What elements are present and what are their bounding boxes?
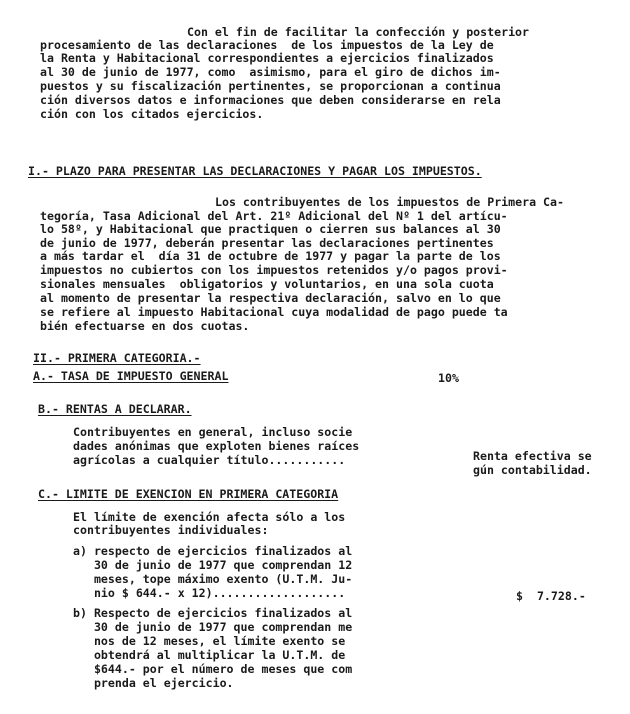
section-1-heading: I.- PLAZO PARA PRESENTAR LAS DECLARACIONES Y PAGAR LOS IMPUESTOS. — [28, 164, 482, 178]
item-b-line: $644.- por el número de meses que com — [73, 662, 353, 676]
section-1-line: al momento de presentar la respectiva declaración, salvo en lo que — [40, 291, 501, 305]
item-b-line: obtendrá al multiplicar la U.T.M. de — [73, 648, 346, 662]
item-b-line: b) Respecto de ejercicios finalizados al — [73, 606, 353, 620]
section-1-line: tegoría, Tasa Adicional del Art. 21º Adicional del Nº 1 del artícu- — [40, 209, 508, 223]
item-b-line: 30 de junio de 1977 que comprendan me — [73, 620, 353, 634]
subsection-b-line: dades anónimas que exploten bienes raíces — [73, 439, 360, 453]
subsection-c-intro-line: El límite de exención afecta sólo a los — [73, 510, 346, 524]
subsection-b-note-line: gún contabilidad. — [473, 463, 592, 477]
subsection-b-line: agrícolas a cualquier título........... — [73, 453, 346, 467]
section-1-line: impuestos no cubiertos con los impuestos retenidos y/o pagos provi- — [40, 263, 508, 277]
section-1-line: sionales mensuales obligatorios y voluntarios, en una sola cuota — [40, 277, 494, 291]
item-a-line: meses, tope máximo exento (U.T.M. Ju- — [73, 572, 353, 586]
subsection-c-intro-line: contribuyentes individuales: — [73, 523, 269, 537]
intro-line: ción diversos datos e informaciones que deben considerarse en rela — [40, 93, 501, 107]
section-1-line: se refiere al impuesto Habitacional cuya modalidad de pago puede ta — [40, 305, 508, 319]
subsection-b-label: B.- RENTAS A DECLARAR. — [38, 402, 192, 416]
subsection-a-label: A.- TASA DE IMPUESTO GENERAL — [33, 369, 229, 383]
subsection-b-line: Contribuyentes en general, incluso socie — [73, 425, 353, 439]
subsection-b-note-line: Renta efectiva se — [473, 449, 592, 463]
item-a-value: $ 7.728.- — [516, 589, 586, 603]
section-1-line: lo 58º, y Habitacional que practiquen o cierren sus balances al 30 — [40, 222, 501, 236]
item-a-line: 30 de junio de 1977 que comprendan 12 — [73, 558, 353, 572]
section-1-line: Los contribuyentes de los impuestos de Primera Ca- — [215, 195, 565, 209]
section-1-line: a más tardar el día 31 de octubre de 1977 y pagar la parte de los — [40, 249, 501, 263]
intro-line: la Renta y Habitacional correspondientes a ejercicios finalizados — [40, 51, 494, 65]
section-1-line: de junio de 1977, deberán presentar las declaraciones pertinentes — [40, 236, 494, 250]
intro-line: Con el fin de facilitar la confección y posterior — [187, 25, 530, 39]
intro-line: al 30 de junio de 1977, como asimismo, para el giro de dichos im- — [40, 65, 501, 79]
subsection-c-label: C.- LIMITE DE EXENCION EN PRIMERA CATEGORIA — [38, 487, 339, 501]
intro-line: procesamiento de las declaraciones de los impuestos de la Ley de — [40, 38, 494, 52]
subsection-a-value: 10% — [438, 371, 459, 385]
item-a-line: a) respecto de ejercicios finalizados al — [73, 544, 353, 558]
intro-line: ción con los citados ejercicios. — [40, 107, 264, 121]
item-a-line: nio $ 644.- x 12)................... — [73, 586, 346, 600]
item-b-line: prenda el ejercicio. — [73, 676, 234, 690]
item-b-line: nos de 12 meses, el límite exento se — [73, 634, 346, 648]
section-1-line: bién efectuarse en dos cuotas. — [40, 319, 250, 333]
intro-line: puestos y su fiscalización pertinentes, se proporcionan a continua — [40, 79, 501, 93]
section-2-heading: II.- PRIMERA CATEGORIA.- — [33, 351, 201, 365]
